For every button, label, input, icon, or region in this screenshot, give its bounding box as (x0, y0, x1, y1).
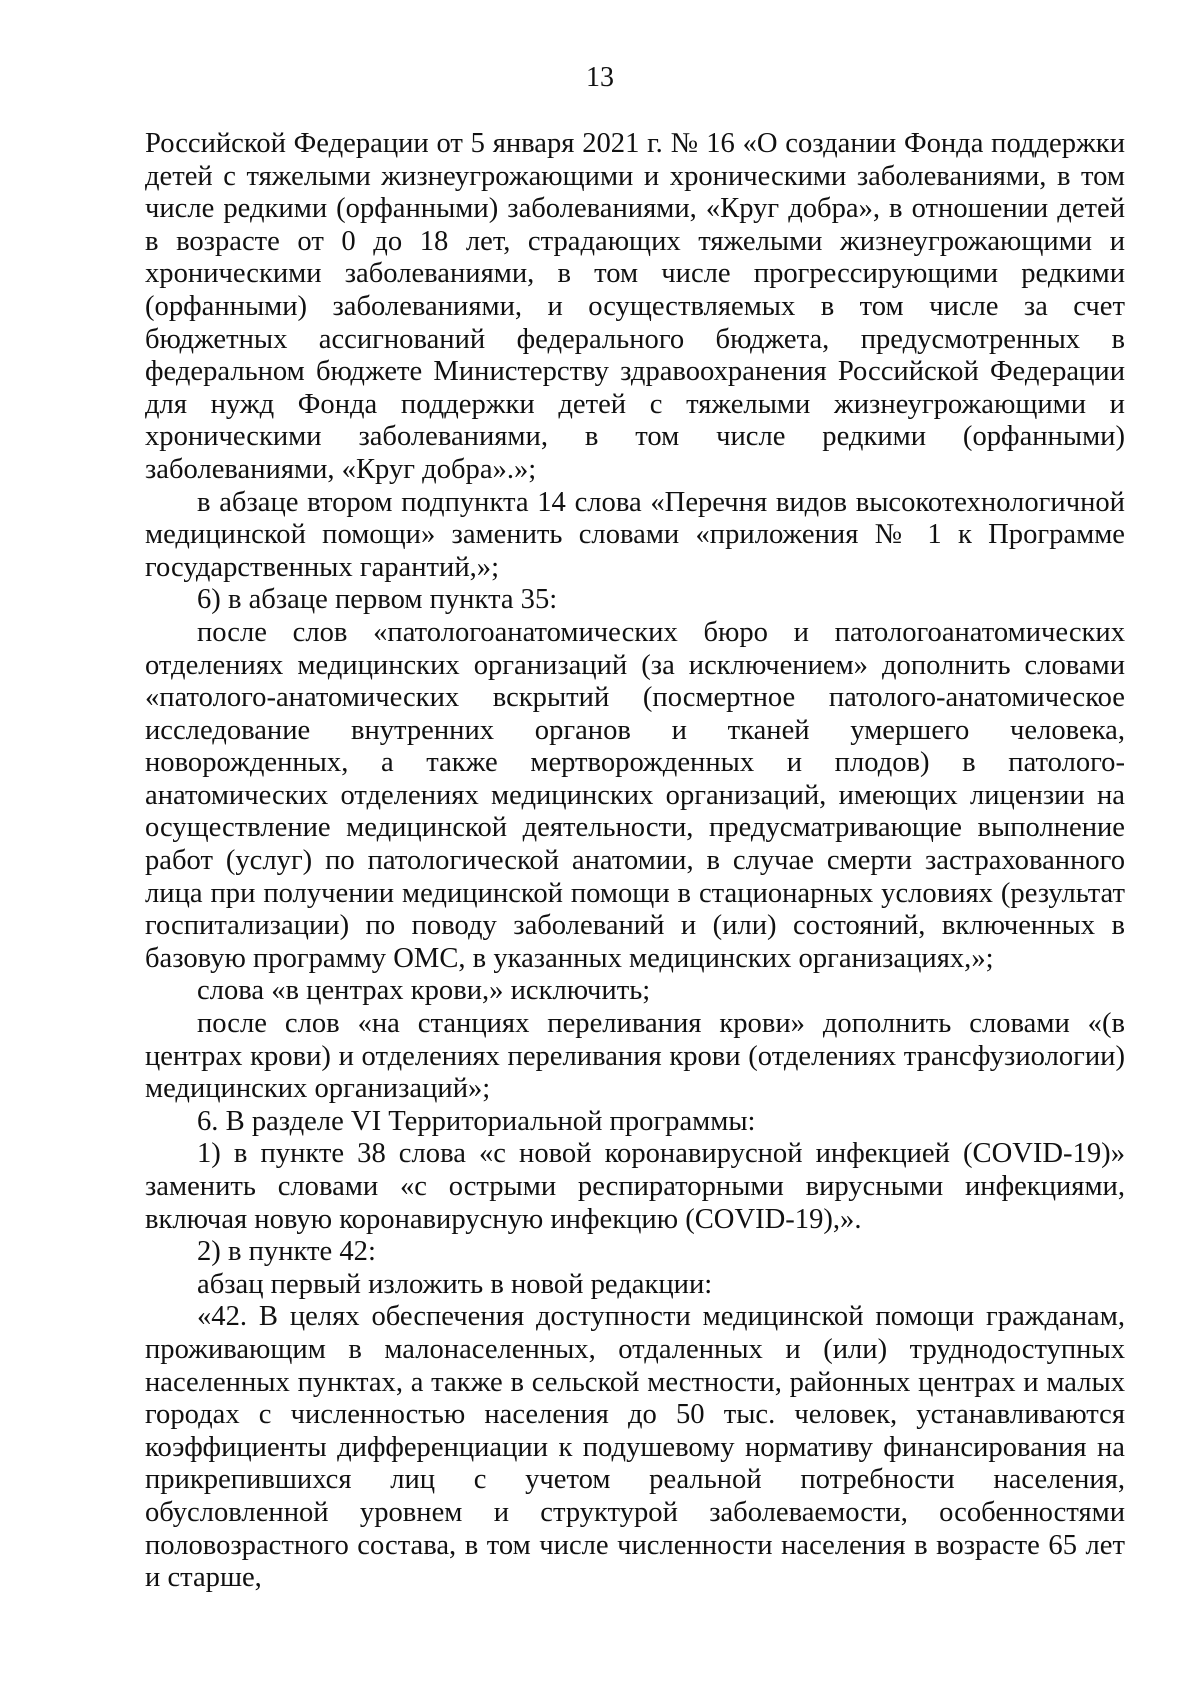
paragraph: 2) в пункте 42: (197, 1236, 376, 1268)
paragraph: 1) в пункте 38 слова «с новой коронавирусной инфекцией (COVID-19)» заменить словами «с острыми респираторными вирусными инфекциями, включая новую коронавирусную инфекцию (COVID-19),». (145, 1138, 1125, 1235)
paragraph: абзац первый изложить в новой редакции: (197, 1268, 713, 1300)
page-number: 13 (586, 62, 614, 93)
paragraph: после слов «на станциях переливания крови» дополнить словами «(в центрах крови) и отделениях переливания крови (отделениях трансфузиологии) медицинских организаций»; (145, 1008, 1125, 1105)
paragraph: 6) в абзаце первом пункта 35: (197, 584, 558, 616)
paragraph: слова «в центрах крови,» исключить; (197, 975, 651, 1007)
section-heading: 6. В разделе VI Территориальной программы: (197, 1105, 756, 1137)
document-body (145, 128, 1125, 1595)
paragraph: в абзаце втором подпункта 14 слова «Перечня видов высокотехнологичной медицинской помощи» заменить словами «приложения № 1 к Программе государственных гарантий,»; (145, 486, 1125, 583)
paragraph: после слов «патологоанатомических бюро и патологоанатомических отделениях медицинских организаций (за исключением» дополнить словами «патолого-анатомических вскрытий (посмертное патолого-анатомическое исследование внутренних органов и тканей умершего человека, новорожденных, а также мертворожденных и плодов) в патолого-анатомических отделениях медицинских организаций, имеющих лицензии на осуществление медицинской деятельности, предусматривающие выполнение работ (услуг) по патологической анатомии, в случае смерти застрахованного лица при получении медицинской помощи в стационарных условиях (результат госпитализации) по поводу заболеваний и (или) состояний, включенных в базовую программу ОМС, в указанных медицинских организациях,»; (145, 616, 1125, 974)
paragraph: «42. В целях обеспечения доступности медицинской помощи гражданам, проживающим в малонаселенных, отдаленных и (или) труднодоступных населенных пунктах, а также в сельской местности, районных центрах и малых городах с численностью населения до 50 тыс. человек, устанавливаются коэффициенты дифференциации к подушевому нормативу финансирования на прикрепившихся лиц с учетом реальной потребности населения, обусловленной уровнем и структурой заболеваемости, особенностями половозрастного состава, в том числе численности населения в возрасте 65 лет и старше, (145, 1301, 1125, 1594)
paragraph-continuation: Российской Федерации от 5 января 2021 г. № 16 «О создании Фонда поддержки детей с тяжелыми жизнеугрожающими и хроническими заболеваниями, в том числе редкими (орфанными) заболеваниями, «Круг добра», в отношении детей в возрасте от 0 до 18 лет, страдающих тяжелыми жизнеугрожающими и хроническими заболеваниями, в том числе прогрессирующими редкими (орфанными) заболеваниями, и осуществляемых в том числе за счет бюджетных ассигнований федерального бюджета, предусмотренных в федеральном бюджете Министерству здравоохранения Российской Федерации для нужд Фонда поддержки детей с тяжелыми жизнеугрожающими и хроническими заболеваниями, в том числе редкими (орфанными) заболеваниями, «Круг добра».»; (145, 128, 1125, 485)
